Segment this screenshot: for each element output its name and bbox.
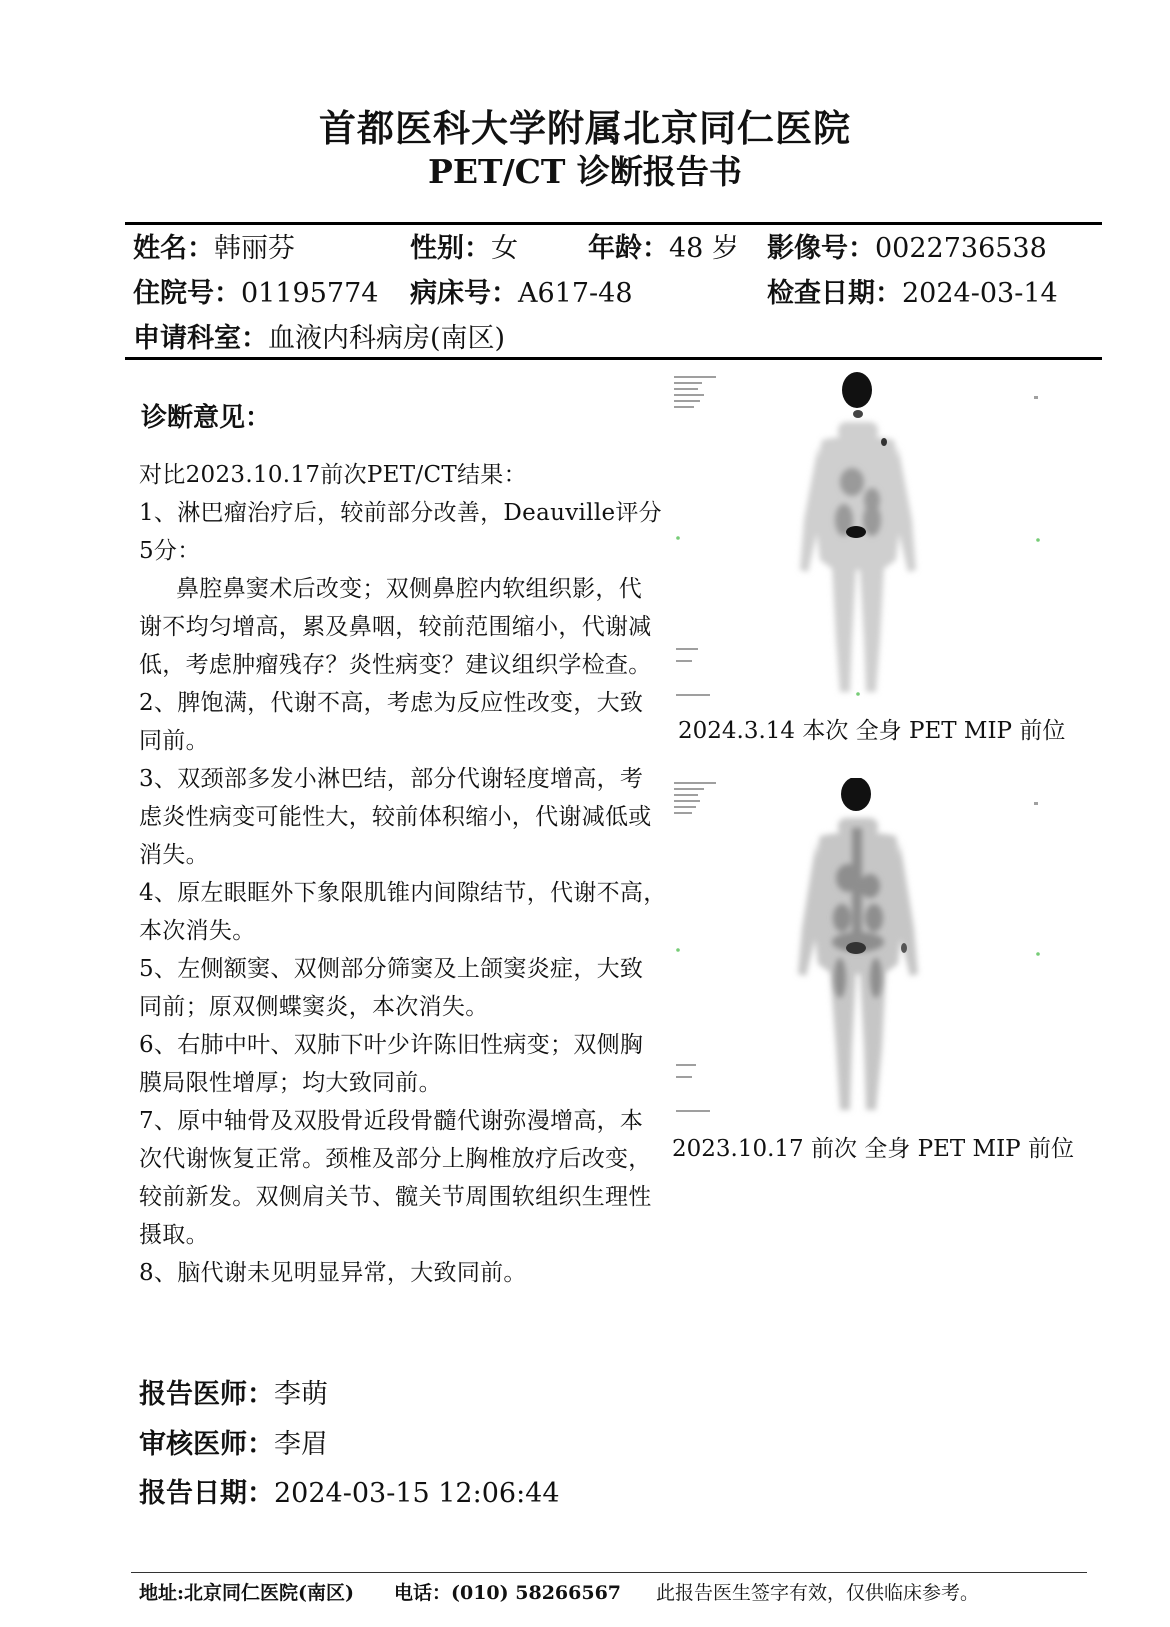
exam-date-field — [767, 271, 1058, 310]
patient-age-label: 年龄： — [588, 233, 669, 264]
diagnosis-line: 4、原左眼眶外下象限肌锥内间隙结节，代谢不高， — [139, 880, 667, 906]
bed-number-field — [410, 271, 633, 310]
diagnosis-line: 6、右肺中叶、双肺下叶少许陈旧性病变；双侧胸 — [139, 1032, 644, 1058]
department-value: 血液内科病房(南区) — [268, 323, 506, 354]
patient-age-value: 48 岁 — [669, 233, 739, 264]
bed-number-label: 病床号： — [410, 278, 518, 309]
diagnosis-line: 对比2023.10.17前次PET/CT结果： — [139, 462, 527, 488]
footer-phone: 电话：(010) 58266567 — [394, 1582, 622, 1604]
exam-date-value: 2024-03-14 — [902, 278, 1058, 309]
diagnosis-line: 7、原中轴骨及双股骨近段骨髓代谢弥漫增高，本 — [139, 1108, 644, 1134]
image-number-label: 影像号： — [767, 233, 875, 264]
diagnosis-line: 谢不均匀增高，累及鼻咽，较前范围缩小，代谢减 — [139, 614, 652, 640]
diagnosis-line: 5分： — [139, 538, 201, 564]
inpatient-number-value: 01195774 — [241, 278, 379, 309]
footer-address: 地址:北京同仁医院(南区) — [139, 1582, 354, 1604]
report-date-value: 2024-03-15 12:06:44 — [274, 1478, 560, 1509]
pet-mip-image-current — [672, 370, 1052, 708]
patient-name-label: 姓名： — [133, 233, 214, 264]
report-date-field — [139, 1471, 560, 1510]
patient-name-field — [133, 226, 295, 265]
diagnosis-line: 3、双颈部多发小淋巴结，部分代谢轻度增高，考 — [139, 766, 644, 792]
diagnosis-line: 同前；原双侧蝶窦炎，本次消失。 — [139, 994, 489, 1020]
diagnosis-line: 次代谢恢复正常。颈椎及部分上胸椎放疗后改变， — [139, 1146, 652, 1172]
diagnosis-title: 诊断意见： — [141, 403, 272, 433]
diagnosis-line: 摄取。 — [139, 1222, 209, 1248]
diagnosis-line: 5、左侧额窦、双侧部分筛窦及上颌窦炎症，大致 — [139, 956, 644, 982]
department-label: 申请科室： — [133, 323, 268, 354]
diagnosis-line: 本次消失。 — [139, 918, 256, 944]
reporter-value: 李萌 — [274, 1379, 328, 1410]
hospital-name: 首都医科大学附属北京同仁医院 — [319, 106, 851, 150]
mip-caption-current: 2024.3.14 本次 全身 PET MIP 前位 — [678, 718, 1066, 744]
reporter-field — [139, 1372, 328, 1411]
diagnosis-line: 膜局限性增厚；均大致同前。 — [139, 1070, 442, 1096]
mip-caption-previous: 2023.10.17 前次 全身 PET MIP 前位 — [672, 1136, 1074, 1162]
patient-sex-label: 性别： — [410, 233, 491, 264]
pet-mip-image-previous — [672, 778, 1052, 1123]
diagnosis-line: 低，考虑肿瘤残存？炎性病变？建议组织学检查。 — [139, 652, 652, 678]
diagnosis-line: 虑炎性病变可能性大，较前体积缩小，代谢减低或 — [139, 804, 652, 830]
header-rule-top — [125, 222, 1102, 225]
diagnosis-line: 鼻腔鼻窦术后改变；双侧鼻腔内软组织影，代 — [176, 576, 642, 602]
reporter-label: 报告医师： — [139, 1379, 274, 1410]
exam-date-label: 检查日期： — [767, 278, 902, 309]
reviewer-field — [139, 1422, 328, 1461]
inpatient-number-label: 住院号： — [133, 278, 241, 309]
footer-note: 此报告医生签字有效，仅供临床参考。 — [656, 1582, 980, 1604]
footer-rule — [131, 1572, 1087, 1573]
patient-sex-value: 女 — [491, 233, 518, 264]
diagnosis-line: 8、脑代谢未见明显异常，大致同前。 — [139, 1260, 527, 1286]
diagnosis-line: 较前新发。双侧肩关节、髋关节周围软组织生理性 — [139, 1184, 652, 1210]
diagnosis-line: 1、淋巴瘤治疗后，较前部分改善，Deauville评分 — [139, 500, 662, 526]
bed-number-value: A617-48 — [518, 278, 633, 309]
patient-sex-field — [410, 226, 518, 265]
report-title: PET/CT 诊断报告书 — [428, 152, 742, 191]
reviewer-label: 审核医师： — [139, 1429, 274, 1460]
header-rule-bottom — [125, 357, 1102, 360]
department-field — [133, 316, 505, 355]
image-number-value: 0022736538 — [875, 233, 1047, 264]
diagnosis-line: 消失。 — [139, 842, 209, 868]
inpatient-number-field — [133, 271, 378, 310]
reviewer-value: 李眉 — [274, 1429, 328, 1460]
report-date-label: 报告日期： — [139, 1478, 274, 1509]
patient-age-field — [588, 226, 739, 265]
image-number-field — [767, 226, 1047, 265]
diagnosis-line: 同前。 — [139, 728, 209, 754]
diagnosis-line: 2、脾饱满，代谢不高，考虑为反应性改变，大致 — [139, 690, 644, 716]
patient-name-value: 韩丽芬 — [214, 233, 295, 264]
